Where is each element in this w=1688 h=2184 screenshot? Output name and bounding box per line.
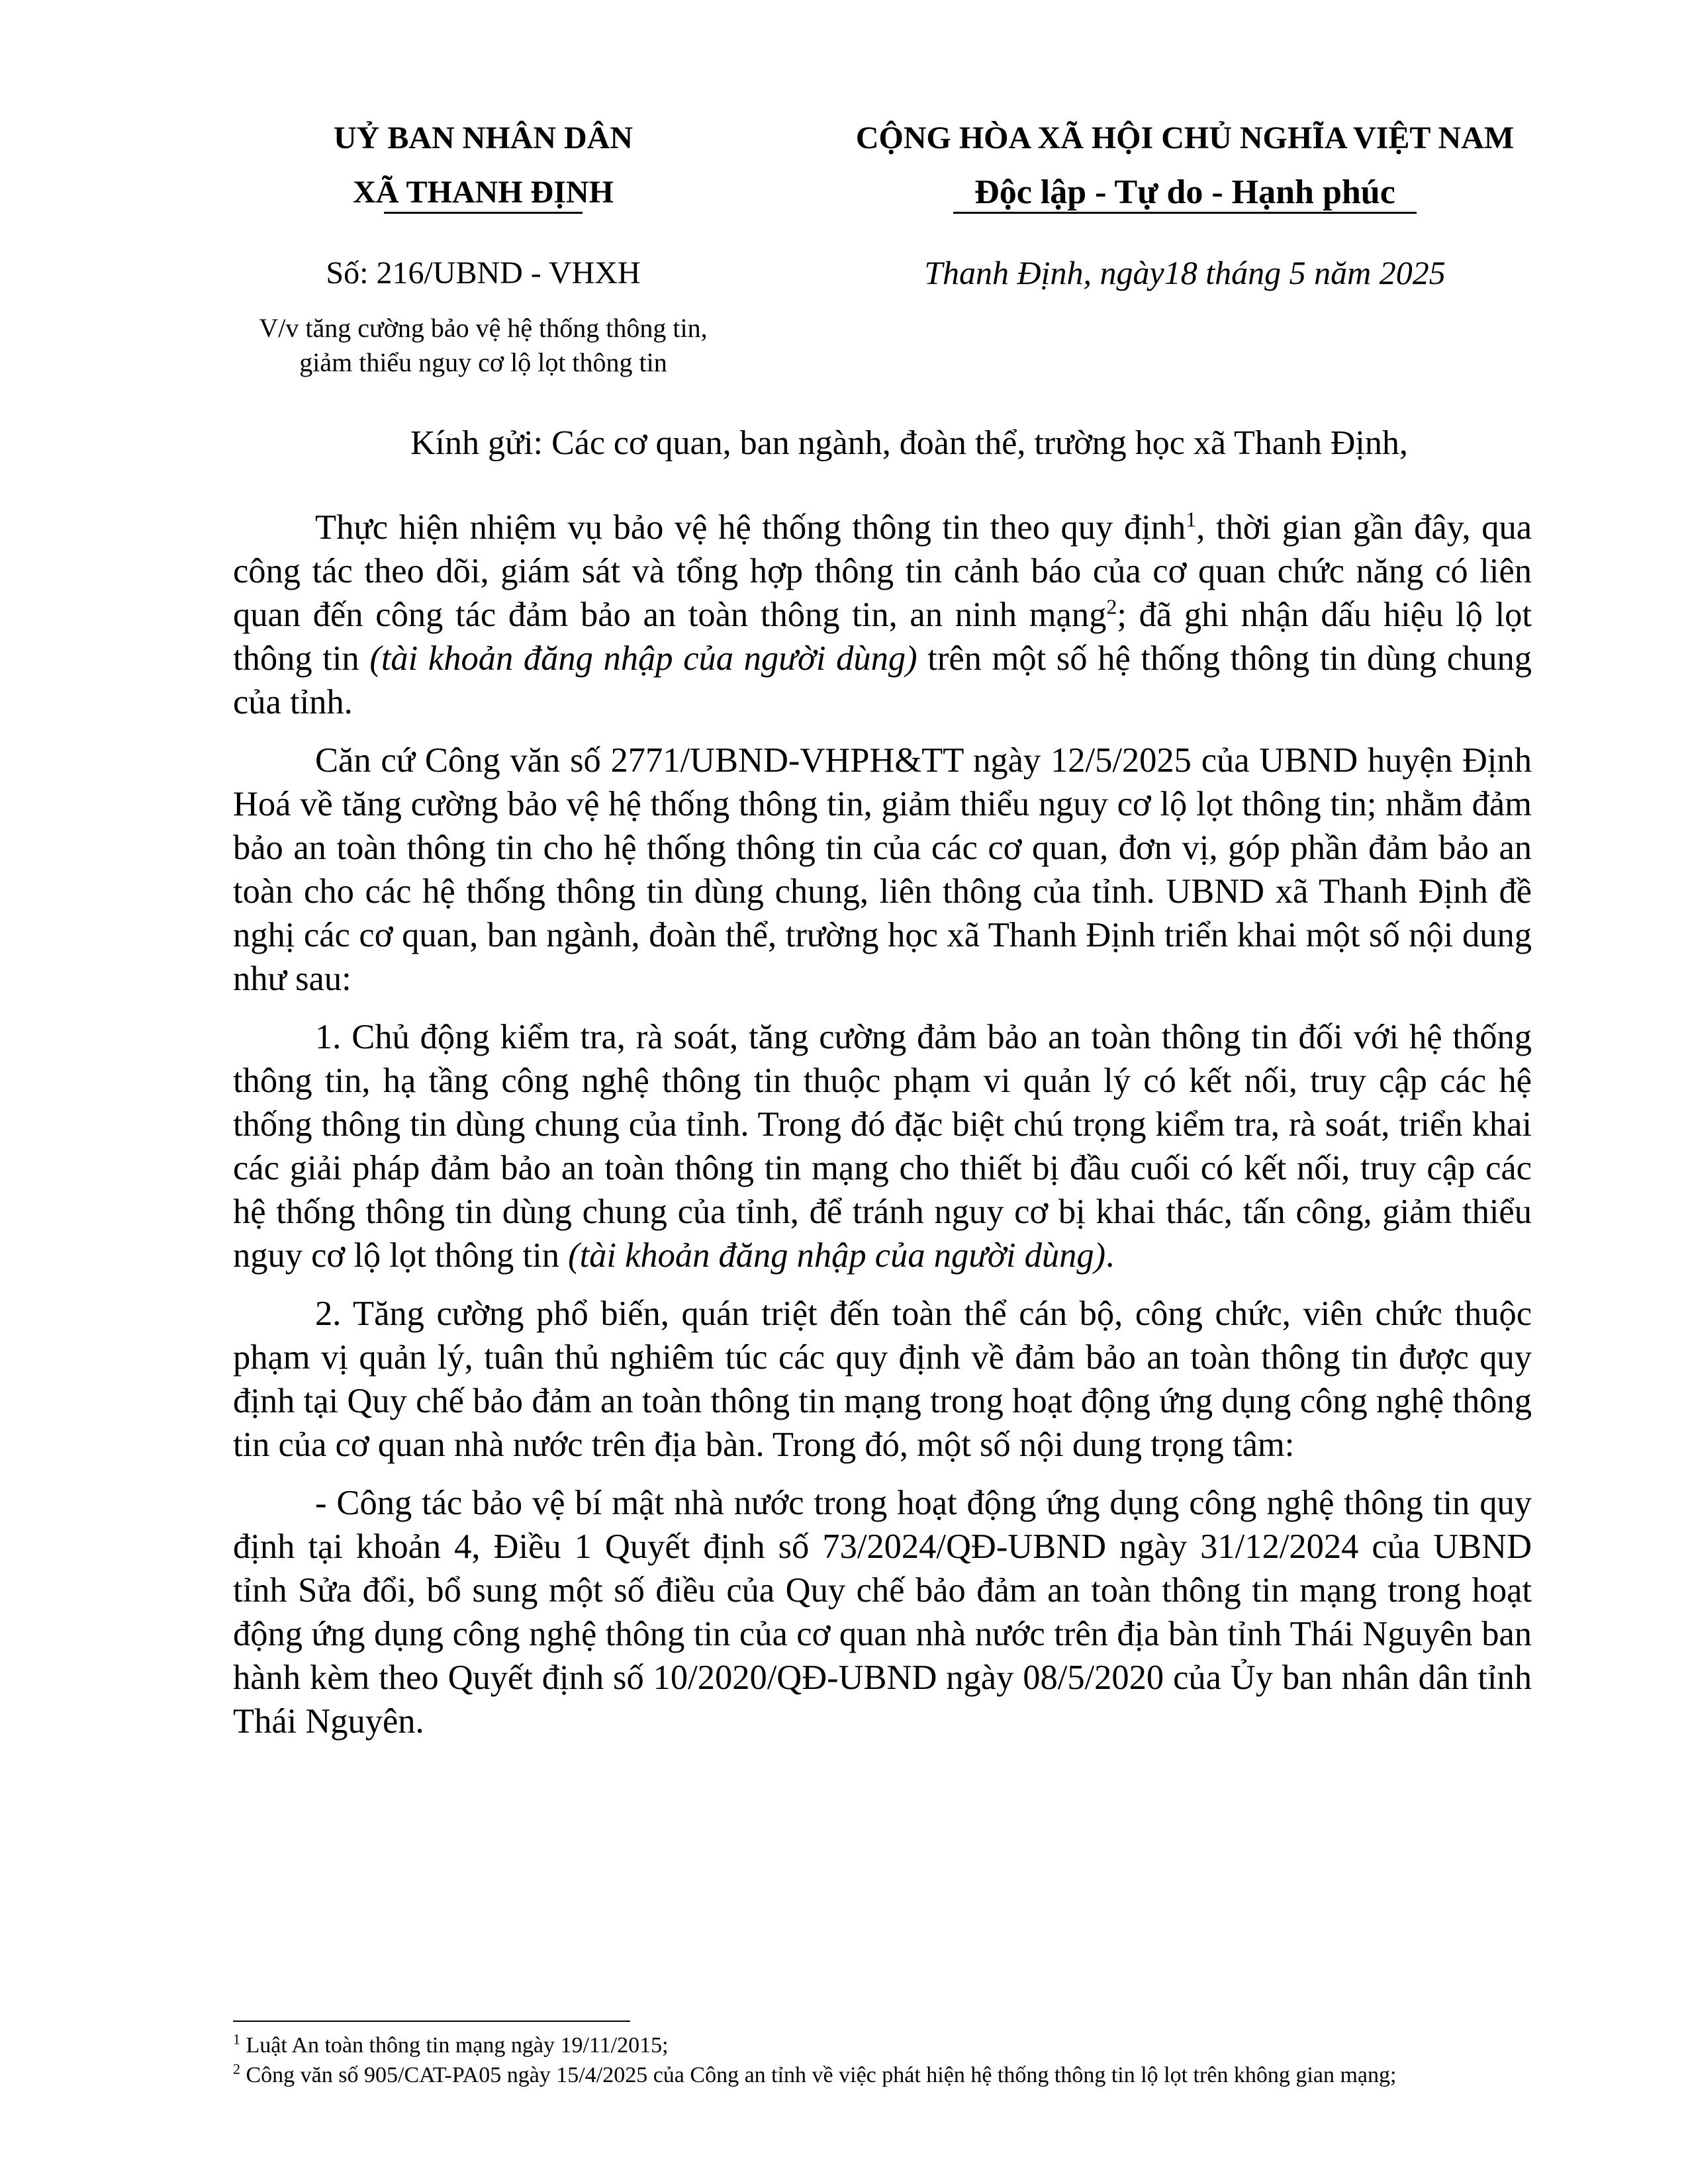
paragraph-5: - Công tác bảo vệ bí mật nhà nước trong hoạt động ứng dụng công nghệ thông tin quy định tại khoản 4, Điều 1 Quyết định số 73/2024/QĐ-UBND ngày 31/12/2024 của UBND tỉnh Sửa đổi, bổ sung một số điều của Quy chế bảo đảm an toàn thông tin mạng trong hoạt động ứng dụng công nghệ thông tin của cơ quan nhà nước trên địa bàn tỉnh Thái Nguyên ban hành kèm theo Quyết định số 10/2020/QĐ-UBND ngày 08/5/2020 của Ủy ban nhân dân tỉnh Thái Nguyên. (233, 1484, 1532, 1741)
footnote-2 (233, 2060, 1532, 2090)
authority-name-line2: XÃ THANH ĐỊNH (353, 175, 614, 210)
footnote-separator (233, 2021, 630, 2022)
document-number: Số: 216/UBND - VHXH (326, 255, 641, 291)
paragraph-1-text-c: ; đã ghi nhận dấu hiệu lộ lọt thông tin (233, 596, 1532, 678)
national-title: CỘNG HÒA XÃ HỘI CHỦ NGHĨA VIỆT NAM (855, 120, 1515, 156)
paragraph-1 (233, 506, 1532, 724)
issue-date: Thanh Định, ngày18 tháng 5 năm 2025 (924, 254, 1446, 291)
issuing-authority-block (199, 111, 768, 380)
footnote-ref-1: 1 (1186, 507, 1197, 531)
subject-line-1: V/v tăng cường bảo vệ hệ thống thông tin, (259, 313, 708, 343)
authority-name-line1: UỶ BAN NHÂN DÂN (334, 120, 633, 156)
paragraph-1-italic: (tài khoản đăng nhập của người dùng) (369, 639, 917, 678)
paragraph-3-text-b: . (1105, 1236, 1115, 1275)
footnote-1-text: Luật An toàn thông tin mạng ngày 19/11/2015; (240, 2033, 669, 2058)
paragraph-4: 2. Tăng cường phổ biến, quán triệt đến toàn thể cán bộ, công chức, viên chức thuộc phạm vị quản lý, tuân thủ nghiêm túc các quy định về đảm bảo an toàn thông tin được quy định tại Quy chế bảo đảm an toàn thông tin mạng trong hoạt động ứng dụng công nghệ thông tin của cơ quan nhà nước trên địa bàn. Trong đó, một số nội dung trọng tâm: (233, 1295, 1532, 1464)
footnote-1-mark: 1 (233, 2030, 240, 2048)
paragraph-3-text-a: 1. Chủ động kiểm tra, rà soát, tăng cường đảm bảo an toàn thông tin đối với hệ thống thông tin, hạ tầng công nghệ thông tin thuộc phạm vi quản lý có kết nối, truy cập các hệ thống thông tin dùng chung của tỉnh. Trong đó đặc biệt chú trọng kiểm tra, rà soát, triển khai các giải pháp đảm bảo an toàn thông tin mạng cho thiết bị đầu cuối có kết nối, truy cập các hệ thống thông tin dùng chung của tỉnh, để tránh nguy cơ bị khai thác, tấn công, giảm thiểu nguy cơ lộ lọt thông tin (233, 1018, 1532, 1275)
paragraph-2: Căn cứ Công văn số 2771/UBND-VHPH&TT ngày 12/5/2025 của UBND huyện Định Hoá về tăng cường bảo vệ hệ thống thông tin, giảm thiểu nguy cơ lộ lọt thông tin; nhằm đảm bảo an toàn thông tin cho hệ thống thông tin của các cơ quan, đơn vị, góp phần đảm bảo an toàn cho các hệ thống thông tin dùng chung, liên thông của tỉnh. UBND xã Thanh Định đề nghị các cơ quan, ban ngành, đoàn thể, trường học xã Thanh Định triển khai một số nội dung như sau: (233, 741, 1532, 998)
footnotes (233, 2030, 1532, 2090)
national-header-block (781, 111, 1589, 292)
paragraph-1-text-a: Thực hiện nhiệm vụ bảo vệ hệ thống thông tin theo quy định (315, 508, 1186, 547)
footnote-2-mark: 2 (233, 2060, 240, 2077)
document-body (233, 506, 1532, 1758)
recipient-line: Kính gửi: Các cơ quan, ban ngành, đoàn thể, trường học xã Thanh Định, (410, 424, 1408, 462)
subject-line-2: giảm thiểu nguy cơ lộ lọt thông tin (299, 347, 667, 377)
paragraph-3 (233, 1015, 1532, 1277)
footnote-1 (233, 2030, 1532, 2060)
paragraph-1-text-d: trên một số hệ thống thông tin dùng chung của tỉnh. (233, 639, 1532, 721)
footnote-ref-2: 2 (1106, 594, 1117, 619)
document-subject (199, 311, 768, 380)
paragraph-3-italic: (tài khoản đăng nhập của người dùng) (568, 1236, 1106, 1275)
footnote-2-text: Công văn số 905/CAT-PA05 ngày 15/4/2025 của Công an tỉnh về việc phát hiện hệ thống thông tin lộ lọt trên không gian mạng; (240, 2063, 1397, 2087)
national-motto: Độc lập - Tự do - Hạnh phúc (974, 173, 1395, 211)
paragraph-1-text-b: , thời gian gần đây, qua công tác theo dõi, giám sát và tổng hợp thông tin cảnh báo của cơ quan chức năng có liên quan đến công tác đảm bảo an toàn thông tin, an ninh mạng (233, 508, 1532, 634)
